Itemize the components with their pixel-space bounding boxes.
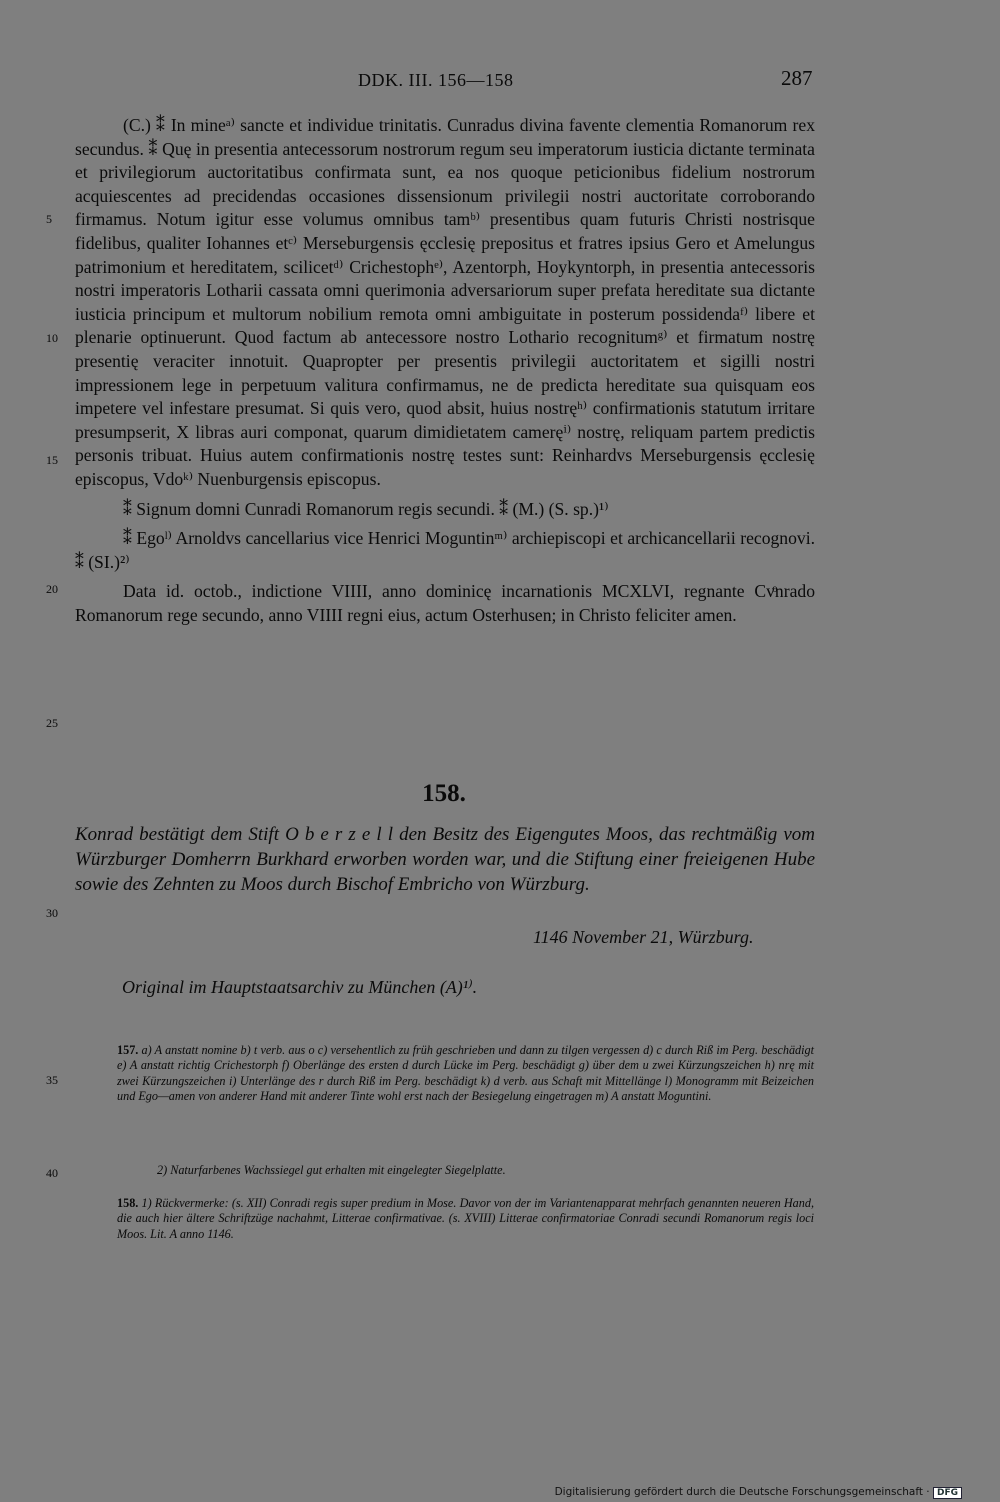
footnotes-158 — [117, 1196, 814, 1242]
source-note: Original im Hauptstaatsarchiv zu München (A)¹⁾. — [122, 977, 478, 997]
footnote-seal — [117, 1163, 814, 1178]
footnote-text: a) A anstatt nomine b) t verb. aus o c) versehentlich zu früh geschrieben und dann zu tilgen vergessen d) c durch Riß im Perg. beschädigt e) A anstatt richtig Crichestorph f) Oberlänge des ersten d durch Lücke im Perg. beschädigt g) über dem u zwei Kürzungszeichen h) nrę mit zwei Kürzungszeichen i) Unterlänge des r durch Riß im Perg. beschädigt k) d verb. aus Schaft mit Mittellänge l) Monogramm mit Beizeichen und Ego—amen von anderer Hand mit anderer Tinte wohl erst nach der Besiegelung eingetragen m) A anstatt Moguntini. — [117, 1043, 814, 1103]
footer-credit — [555, 1486, 962, 1499]
line-number: 20 — [46, 582, 58, 596]
document-number: 158. — [422, 780, 466, 807]
recognition-line: ⁑ Egoˡ⁾ Arnoldvs cancellarius vice Henrici Moguntinᵐ⁾ archiepiscopi et archicancellarii recognovi. ⁑ (SI.)²⁾ — [75, 528, 815, 572]
signum-line: ⁑ Signum domni Cunradi Romanorum regis secundi. ⁑ (M.) (S. sp.)¹⁾ — [123, 498, 609, 519]
line-number: 35 — [46, 1073, 58, 1087]
footnote-label: 157. — [117, 1043, 139, 1057]
footnote-label: 158. — [117, 1196, 139, 1210]
line-number: 10 — [46, 331, 58, 345]
line-number: 25 — [46, 716, 58, 730]
footer-text: Digitalisierung gefördert durch die Deutsche Forschungsgemeinschaft · — [554, 1486, 930, 1498]
regest-summary: Konrad bestätigt dem Stift O b e r z e l l den Besitz des Eigengutes Moos, das rechtmäßig vom Würzburger Domherrn Burkhard erworben worden war, und die Stiftung einer freieigenen Hube sowie des Zehnten zu Moos durch Bischof Embricho von Würzburg. — [75, 824, 815, 895]
running-title: DDK. III. 156—158 — [358, 70, 514, 90]
dating-clause: Data id. octob., indictione VIIII, anno dominicę incarnationis MCXLVI, regnante Cvͦnrado Romanorum rege secundo, anno VIIII regni eius, actum Osterhusen; in Christo feliciter amen. — [75, 581, 815, 625]
dfg-logo: DFG — [933, 1487, 962, 1499]
charter-body-paragraph: (C.) ⁑ In mineᵃ⁾ sancte et individue trinitatis. Cunradus divina favente clementia Romanorum rex secundus. ⁑ Quę in presentia antecessorum nostrorum regum seu imperatorum iusticia dictante terminata et privilegiorum auctoritatibus confirmata sunt, ea nos quoque peticionibus fidelium nostrorum acquiescentes ad precidendas occasiones dissensionum privilegii nostri auctoritate corroborando firmamus. Notum igitur esse volumus omnibus tamᵇ⁾ presentibus quam futuris Christi nostrisque fidelibus, qualiter Iohannes etᶜ⁾ Merseburgensis ęcclesię prepositus et fratres ipsius Gero et Amelungus patrimonium et hereditatem, scilicetᵈ⁾ Crichestophᵉ⁾, Azentorph, Hoykyntorph, in presentia antecessoris nostri imperatoris Lotharii cassata omni querimonia adversariorum super prefata hereditate sua dictante iusticia principum et multorum nobilium remota omni ambiguitate in posterum possidendaᶠ⁾ libere et plenarie optinuerunt. Quod factum ab antecessore nostro Lothario recognitumᵍ⁾ et firmatum nostrę presentię veraciter innotuit. Quapropter per presentis privilegii auctoritatem et sigilli nostri impressionem lege in perpetuum valitura confirmamus, ne de predicta hereditate sua quisquam eos impetere vel infestare presumat. Si quis vero, quod absit, huius nostręʰ⁾ confirmationis statutum irritare presumpserit, X libras auri componat, quarum dimidietatem cameręⁱ⁾ nostrę, reliquam partem predictis personis tribuat. Huius autem confirmationis nostrę testes sunt: Reinhardvs Merseburgensis ęcclesię episcopus, Vdoᵏ⁾ Nuenburgensis episcopus. — [75, 115, 815, 489]
dateline: 1146 November 21, Würzburg. — [533, 927, 754, 947]
footnote-text: 2) Naturfarbenes Wachssiegel gut erhalten mit eingelegter Siegelplatte. — [157, 1163, 506, 1177]
line-number: 15 — [46, 453, 58, 467]
page-number: 287 — [781, 66, 813, 90]
line-number: 30 — [46, 906, 58, 920]
footnote-text: 1) Rückvermerke: (s. XII) Conradi regis super predium in Mose. Davor von der im Variantenapparat mehrfach genannten neueren Hand, die auch hier ältere Schriftzüge nachahmt, Litterae confirmativae. (s. XVIII) Litterae confirmatoriae Conradi secundi Romanorum regis loci Moos. Lit. A anno 1146. — [117, 1196, 814, 1241]
charter-text-157 — [75, 114, 815, 627]
line-number: 5 — [46, 212, 52, 226]
line-number: 40 — [46, 1166, 58, 1180]
footnotes-157 — [117, 1043, 814, 1104]
